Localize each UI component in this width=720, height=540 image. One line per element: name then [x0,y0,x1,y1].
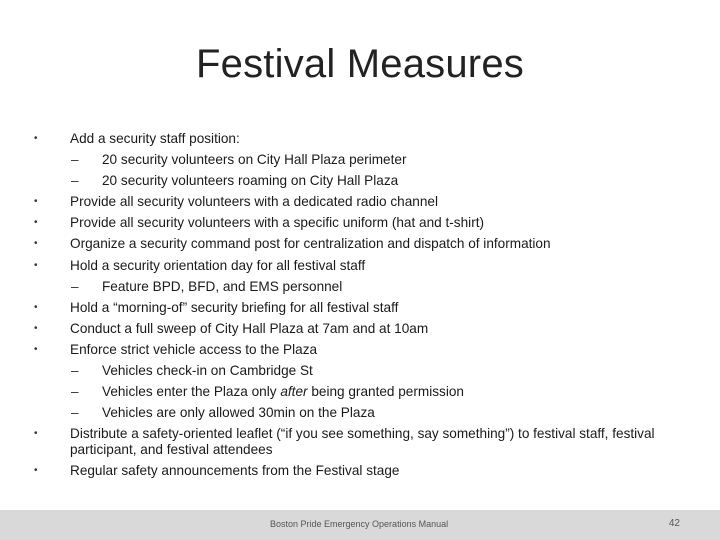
emphasis-text: after [280,384,308,400]
footer-bar [0,510,720,540]
bullet-item [30,318,690,339]
bullet-dot-icon: • [34,196,38,208]
footer-text: Boston Pride Emergency Operations Manual [270,519,449,529]
bullet-item [30,128,690,149]
dash-icon: – [71,363,79,379]
bullet-text: Regular safety announcements from the Festival stage [70,463,400,479]
sub-bullet-item [30,381,690,402]
sub-bullet-text-part: Vehicles enter the Plaza only [102,384,281,400]
dash-icon: – [71,173,79,189]
bullet-item [30,339,690,360]
bullet-dot-icon: • [34,343,38,355]
bullet-dot-icon: • [34,301,38,313]
sub-bullet-text: 20 security volunteers on City Hall Plaza perimeter [102,152,407,168]
sub-bullet-text-part: being granted permission [307,384,464,400]
bullet-dot-icon: • [34,428,38,440]
bullet-item [30,423,690,460]
bullet-text: Conduct a full sweep of City Hall Plaza at 7am and at 10am [70,320,429,336]
sub-bullet-item [30,360,690,381]
bullet-dot-icon: • [34,465,38,477]
sub-bullet-item [30,170,690,191]
sub-bullet-item [30,402,690,423]
sub-bullet-text: Vehicles check-in on Cambridge St [102,363,313,379]
page-number: 42 [668,518,680,529]
dash-icon: – [71,405,79,421]
bullet-item [30,233,690,254]
bullet-item [30,297,690,318]
bullet-dot-icon: • [34,238,38,250]
bullet-text: Add a security staff position: [70,131,240,146]
dash-icon: – [71,278,79,294]
bullet-text: Provide all security volunteers with a dedicated radio channel [70,194,438,210]
bullet-text: Hold a “morning-of” security briefing for all festival staff [70,299,399,315]
slide-title: Festival Measures [196,42,524,86]
sub-bullet-text: Vehicles are only allowed 30min on the Plaza [102,405,375,421]
sub-bullet-text [102,384,464,399]
bullet-dot-icon: • [34,133,38,144]
sub-bullet-text: Feature BPD, BFD, and EMS personnel [102,278,343,294]
sub-bullet-item [30,149,690,170]
bullet-item [30,255,690,276]
bullet-item [30,191,690,212]
bullet-text: Hold a security orientation day for all festival staff [70,257,366,273]
dash-icon: – [71,384,79,400]
sub-bullet-text: 20 security volunteers roaming on City Hall Plaza [102,173,399,189]
dash-icon: – [71,152,79,168]
bullet-item [30,212,690,233]
bullet-dot-icon: • [34,322,38,334]
bullet-dot-icon: • [34,217,38,229]
bullet-text: Provide all security volunteers with a specific uniform (hat and t-shirt) [70,215,485,231]
bullet-text: Distribute a safety-oriented leaflet (“if you see something, say something”) to festival staff, festival participant, and festival attendees [70,426,655,458]
bullet-text: Enforce strict vehicle access to the Plaza [70,341,318,357]
bullet-text: Organize a security command post for centralization and dispatch of information [70,236,551,252]
bullet-item [30,460,690,481]
bullet-dot-icon: • [34,259,38,271]
sub-bullet-item [30,276,690,297]
bullet-list [30,128,690,481]
